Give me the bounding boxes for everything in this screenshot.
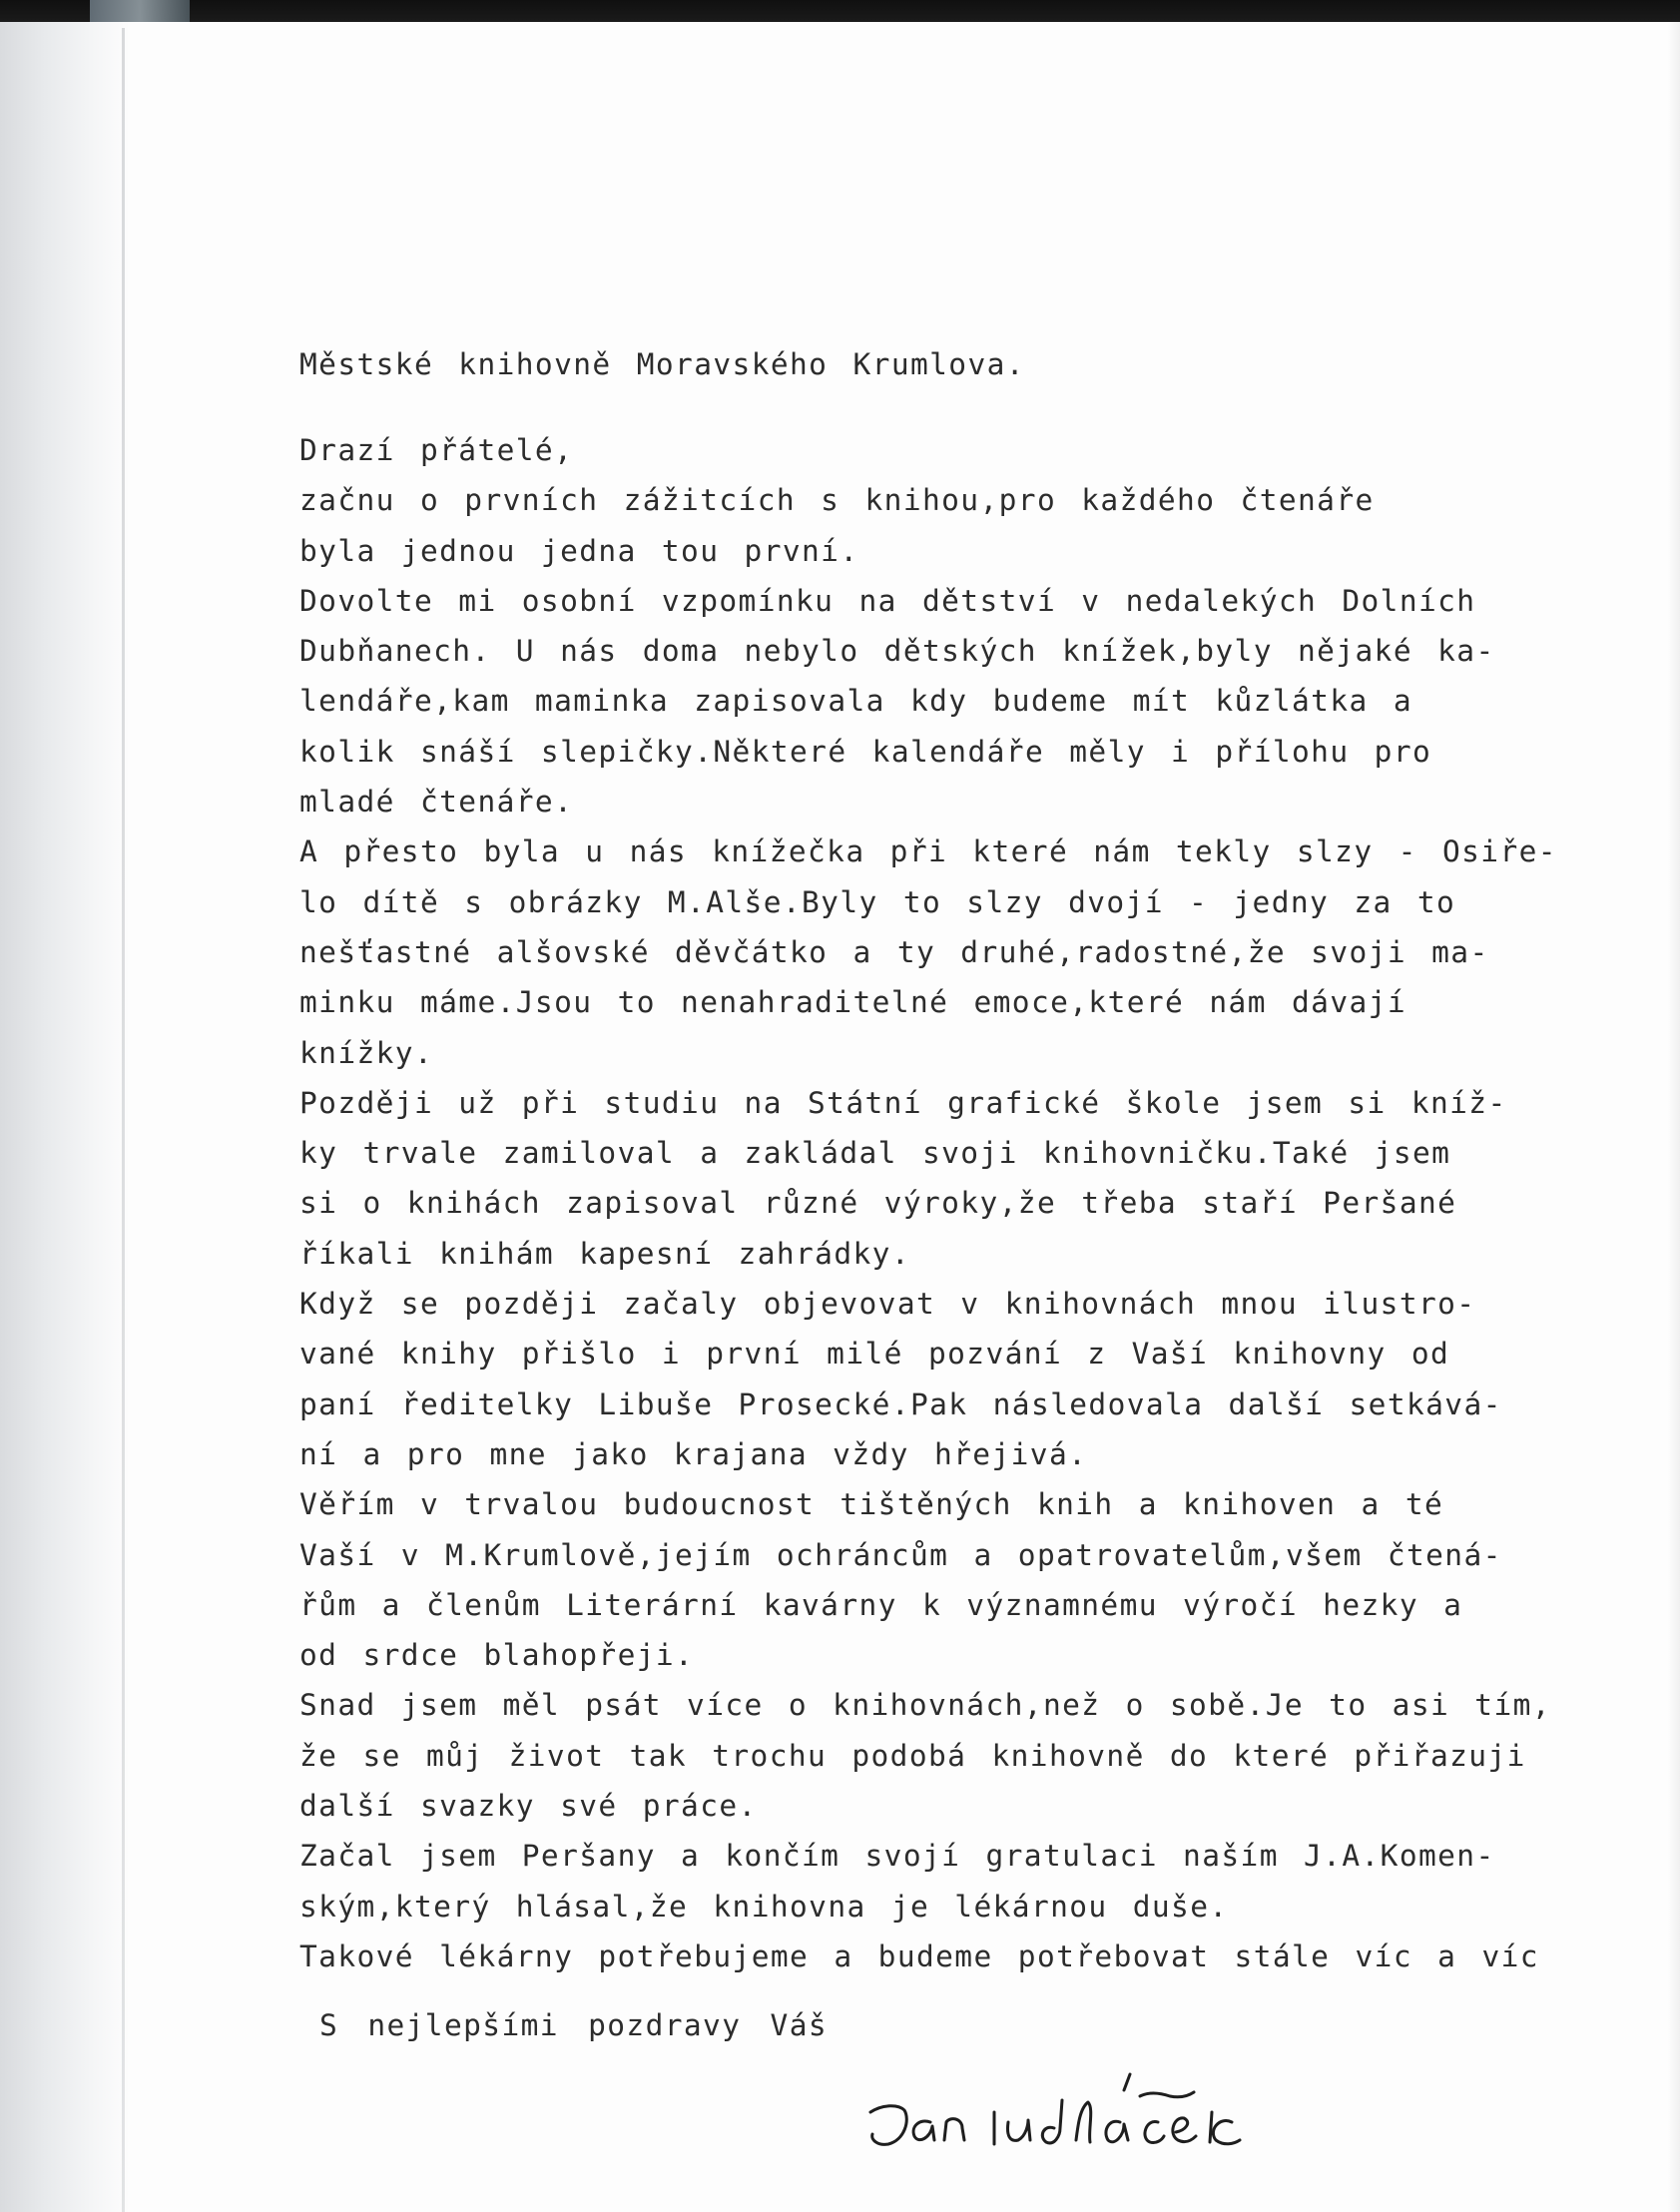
- letter-line: Věřím v trvalou budoucnost tištěných knih a knihoven a té: [299, 1487, 1444, 1522]
- letter-line: Dubňanech. U nás doma nebylo dětských knížek,byly nějaké ka-: [299, 634, 1495, 669]
- letter-line: lo dítě s obrázky M.Alše.Byly to slzy dvojí - jedny za to: [299, 884, 1456, 919]
- letter-line: vané knihy přišlo i první milé pozvání z Vaší knihovny od: [299, 1337, 1450, 1372]
- letter-line: paní ředitelky Libuše Prosecké.Pak následovala další setkává-: [299, 1386, 1502, 1421]
- letter-line: Drazí přátelé,: [299, 433, 574, 467]
- letter-closing: S nejlepšími pozdravy Váš: [319, 2008, 829, 2042]
- letter-line: minku máme.Jsou to nenahraditelné emoce,které nám dávají: [299, 985, 1406, 1020]
- letter-line: Dovolte mi osobní vzpomínku na dětství v nedalekých Dolních: [299, 583, 1476, 618]
- letter-line: ským,který hlásal,že knihovna je lékárnou duše.: [299, 1889, 1229, 1924]
- letter-line: že se můj život tak trochu podobá knihovně do které přiřazuji: [299, 1738, 1526, 1773]
- letter-body: [299, 339, 1637, 1981]
- letter-line: ky trvale zamiloval a zakládal svoji knihovničku.Také jsem: [299, 1136, 1451, 1171]
- letter-line: říkali knihám kapesní zahrádky.: [299, 1236, 910, 1271]
- letter-line: ní a pro mne jako krajana vždy hřejivá.: [299, 1436, 1088, 1471]
- letter-line: knížky.: [299, 1035, 434, 1070]
- letter-line: Později už při studiu na Státní grafické škole jsem si kníž-: [299, 1085, 1507, 1120]
- handwritten-signature: [858, 2060, 1298, 2170]
- letter-line: mladé čtenáře.: [299, 785, 574, 820]
- letter-line: Začal jsem Peršany a končím svojí gratulaci naším J.A.Komen-: [299, 1839, 1495, 1874]
- letter-line: Když se později začaly objevovat v knihovnách mnou ilustro-: [299, 1287, 1476, 1322]
- letter-line: kolik snáší slepičky.Některé kalendáře měly i přílohu pro: [299, 734, 1432, 769]
- book-gutter-line: [122, 28, 125, 2212]
- letter-line: Snad jsem měl psát více o knihovnách,než o sobě.Je to asi tím,: [299, 1688, 1551, 1723]
- letter-line: A přesto byla u nás knížečka při které nám tekly slzy - Osiře-: [299, 834, 1557, 869]
- letter-line: lendáře,kam maminka zapisovala kdy budeme mít kůzlátka a: [299, 684, 1412, 719]
- letter-line: od srdce blahopřeji.: [299, 1638, 695, 1673]
- letter-line: nešťastné alšovské děvčátko a ty druhé,radostné,že svoji ma-: [299, 934, 1489, 969]
- letter-line: byla jednou jedna tou první.: [299, 533, 859, 568]
- letter-line: řům a členům Literární kavárny k významnému výročí hezky a: [299, 1587, 1463, 1622]
- letter-line: Takové lékárny potřebujeme a budeme potřebovat stále víc a víc: [299, 1938, 1539, 1973]
- letter-line: další svazky své práce.: [299, 1789, 758, 1824]
- book-gutter-shadow: [0, 22, 130, 2212]
- page-right-edge: [1668, 22, 1680, 2212]
- letter-lines: [299, 425, 1637, 1981]
- letter-line: začnu o prvních zážitcích s knihou,pro každého čtenáře: [299, 483, 1375, 518]
- letter-line: si o knihách zapisoval různé výroky,že třeba staří Peršané: [299, 1186, 1457, 1221]
- letter-address: Městské knihovně Moravského Krumlova.: [299, 347, 1025, 381]
- letter-line: Vaší v M.Krumlově,jejím ochráncům a opatrovatelům,všem čtená-: [299, 1537, 1502, 1572]
